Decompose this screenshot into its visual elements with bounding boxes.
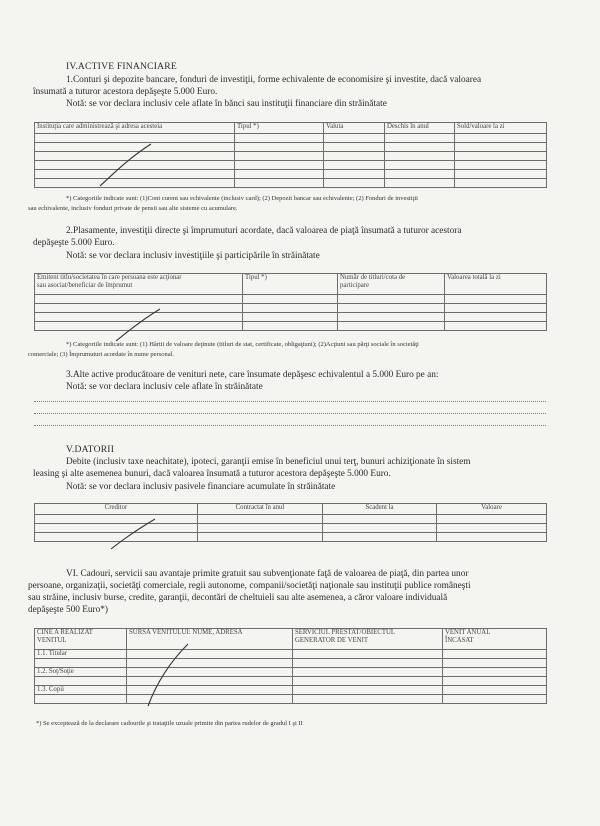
- table-row: [35, 695, 547, 704]
- gifts-table: [34, 628, 547, 704]
- t1-footnote-line2: sau echivalente, inclusiv fonduri private de pensii sau alte sisteme cu acumulare.: [28, 205, 238, 212]
- col-income-source: SURSA VENITULUI: NUME, ADRESA: [127, 629, 293, 650]
- dotted-line: [34, 413, 546, 414]
- t2-footnote-line1: *) Categoriile indicate sunt: (1) Hârtii de valoare deţinute (titluri de stat, certificate, obligaţiuni); (2)Acţiuni sau părţi sociale în societăţi: [66, 341, 419, 348]
- table-header-row: [35, 274, 547, 295]
- s5-paragraph-line2: leasing şi alte asemenea bunuri, dacă valoarea însumată a tuturor acestora depăşeşte 5.000 Euro.: [33, 469, 391, 479]
- s6-paragraph-line2: persoane, organizaţii, societăţi comerciale, regii autonome, companii/societăţi naţionale sau instituţii publice româneşti: [28, 581, 471, 591]
- s4-paragraph1-note: Notă: se vor declara inclusiv cele aflate în bănci sau instituţii financiare din străinătate: [66, 99, 387, 109]
- col-issuer: Emitent titlu/societatea în care persoana este acţionar sau asociat/beneficiar de împrumut: [35, 274, 243, 295]
- col-currency: Valuta: [324, 123, 385, 134]
- row-label-children: 1.3. Copii: [35, 686, 127, 695]
- s5-note: Notă: se vor declara inclusiv pasivele financiare acumulate în străinătate: [66, 482, 336, 492]
- section-v-title: V.DATORII: [66, 444, 115, 455]
- strike-through-mark: [95, 140, 155, 190]
- t2-footnote-line2: comerciale; (3) Împrumuturi acordate în nume personal.: [28, 351, 175, 358]
- dotted-line: [34, 425, 546, 426]
- table-header-row: [35, 123, 547, 134]
- s6-paragraph-line4: depăşeşte 500 Euro*): [28, 605, 109, 615]
- col-type: Tipul *): [243, 274, 338, 295]
- col-creditor: Creditor: [35, 504, 198, 515]
- dotted-line: [34, 401, 546, 402]
- col-annual-income: VENIT ANUAL ÎNCASAT: [443, 629, 547, 650]
- s4-paragraph1-line1: 1.Conturi şi depozite bancare, fonduri de investiţii, forme echivalente de economisire şi investite, dacă valoarea: [66, 75, 482, 85]
- table-row: [35, 677, 547, 686]
- col-shares-count: Număr de titluri/cota de participare: [338, 274, 445, 295]
- s6-paragraph-line3: sau străine, inclusiv burse, credite, garanţii, decontări de cheltuieli sau alte asemenea, a căror valoare individuală: [28, 593, 448, 603]
- strike-through-mark: [140, 640, 210, 710]
- col-type: Tipul *): [235, 123, 324, 134]
- s4-paragraph1-line2: însumată a tuturor acestora depăşeşte 5.000 Euro.: [33, 87, 218, 97]
- table-row: [35, 668, 547, 677]
- col-opened-year: Deschis în anul: [385, 123, 455, 134]
- s4-paragraph3-note: Notă: se vor declara inclusiv cele aflate în străinătate: [66, 382, 263, 392]
- s4-paragraph3: 3.Alte active producătoare de venituri nete, care însumate depăşesc echivalentul a 5.000 Euro pe an:: [66, 370, 439, 380]
- strike-through-mark: [105, 515, 160, 553]
- t1-footnote-line1: *) Categoriile indicate sunt: (1)Cont curent sau echivalente (inclusiv card); (2) Depozit bancar sau echivalente; (2) Fonduri de investiţii: [66, 195, 418, 202]
- col-balance: Sold/valoare la zi: [455, 123, 547, 134]
- s5-paragraph-line1: Debite (inclusiv taxe neachitate), ipoteci, garanţii emise în beneficiul unui terţ, bunuri achiziţionate în sistem: [66, 457, 471, 467]
- s6-paragraph-line1: VI. Cadouri, servicii sau avantaje primite gratuit sau subvenţionate faţă de valoarea de piaţă, din partea unor: [66, 569, 469, 579]
- row-label-holder: 1.1. Titular: [35, 650, 127, 659]
- s4-paragraph2-note: Notă: se vor declara inclusiv investiţiile şi participările în străinătate: [66, 251, 320, 261]
- col-due-date: Scadent la: [323, 504, 437, 515]
- table-row: [35, 659, 547, 668]
- s4-paragraph2-line1: 2.Plasamente, investiţii directe şi împrumuturi acordate, dacă valoarea de piaţă însumată a tuturor acestora: [66, 226, 462, 236]
- table-row: [35, 686, 547, 695]
- strike-through-mark: [110, 305, 165, 345]
- s6-footnote: *) Se exceptează de la declarare cadourile şi trataţiile uzuale primite din partea rudelor de gradul I şi II: [36, 720, 303, 727]
- col-contract-year: Contractat în anul: [198, 504, 323, 515]
- section-iv-title: IV.ACTIVE FINANCIARE: [66, 61, 177, 72]
- table-row: [35, 650, 547, 659]
- table-header-row: [35, 629, 547, 650]
- col-service: SERVICIUL PRESTAT/OBIECTUL GENERATOR DE VENIT: [293, 629, 443, 650]
- table-row: [35, 295, 547, 304]
- col-total-value: Valoarea totală la zi: [445, 274, 547, 295]
- s4-paragraph2-line2: depăşeşte 5.000 Euro.: [33, 238, 115, 248]
- col-who-earned: CINE A REALIZAT VENITUL: [35, 629, 127, 650]
- col-institution: Instituţia care administrează şi adresa acesteia: [35, 123, 235, 134]
- row-label-spouse: 1.2. Soţ/Soţie: [35, 668, 127, 677]
- col-value: Valoare: [437, 504, 547, 515]
- table-header-row: [35, 504, 547, 515]
